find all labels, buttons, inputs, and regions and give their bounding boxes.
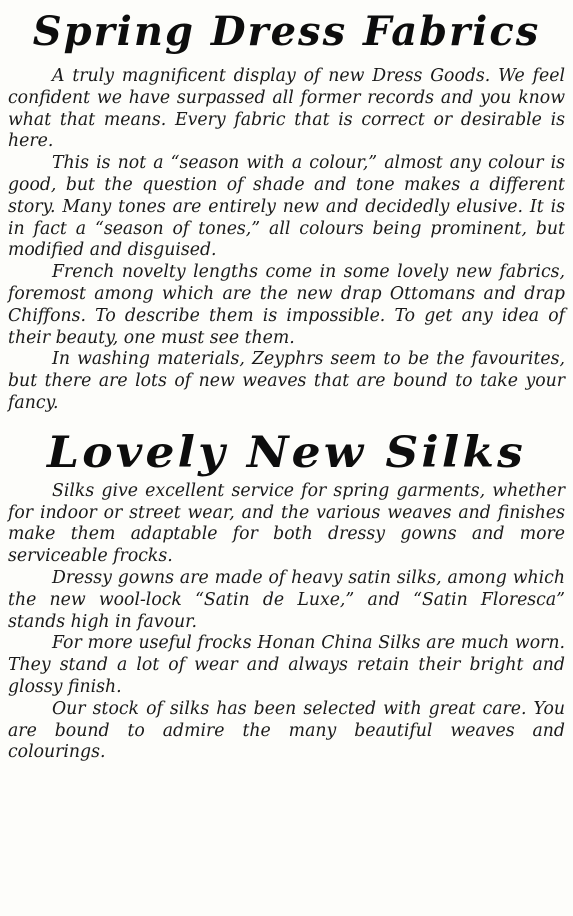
paragraph: Silks give excellent service for spring garments, whether for indoor or street wear, and the various weaves and finishes make them adaptable for both dressy gowns and more serviceable frocks. [8, 480, 565, 567]
section-lovely-new-silks [8, 427, 565, 764]
section-spring-dress-fabrics [8, 0, 565, 415]
paragraph: French novelty lengths come in some lovely new fabrics, foremost among which are the new drap Ottomans and drap Chiffons. To describe them is impossible. To get any idea of their beauty, one must see them. [8, 262, 565, 348]
paragraph: Our stock of silks has been selected with great care. You are bound to admire the many beautiful weaves and colourings. [8, 698, 565, 763]
heading-lovely-new-silks: Lovely New Silks [46, 427, 527, 478]
paragraph: For more useful frocks Honan China Silks are much worn. They stand a lot of wear and always retain their bright and glossy finish. [8, 633, 565, 697]
section-divider-space [8, 415, 565, 427]
paragraph: A truly magnificent display of new Dress Goods. We feel confident we have surpassed all former records and you know what that means. Every fabric that is correct or desirable is here. [8, 66, 565, 152]
heading-spring-dress-fabrics: Spring Dress Fabrics [32, 8, 541, 55]
paragraph: Dressy gowns are made of heavy satin silks, among which the new wool-lock “Satin de Luxe,” and “Satin Floresca” stands high in favour. [8, 567, 565, 632]
paragraph: In washing materials, Zeyphrs seem to be the favourites, but there are lots of new weaves that are bound to take your fancy. [8, 349, 565, 413]
paragraph: This is not a “season with a colour,” almost any colour is good, but the question of shade and tone makes a different story. Many tones are entirely new and decidedly elusive. It is in fact a “season of tones,” all colours being prominent, but modified and disguised. [8, 153, 565, 261]
